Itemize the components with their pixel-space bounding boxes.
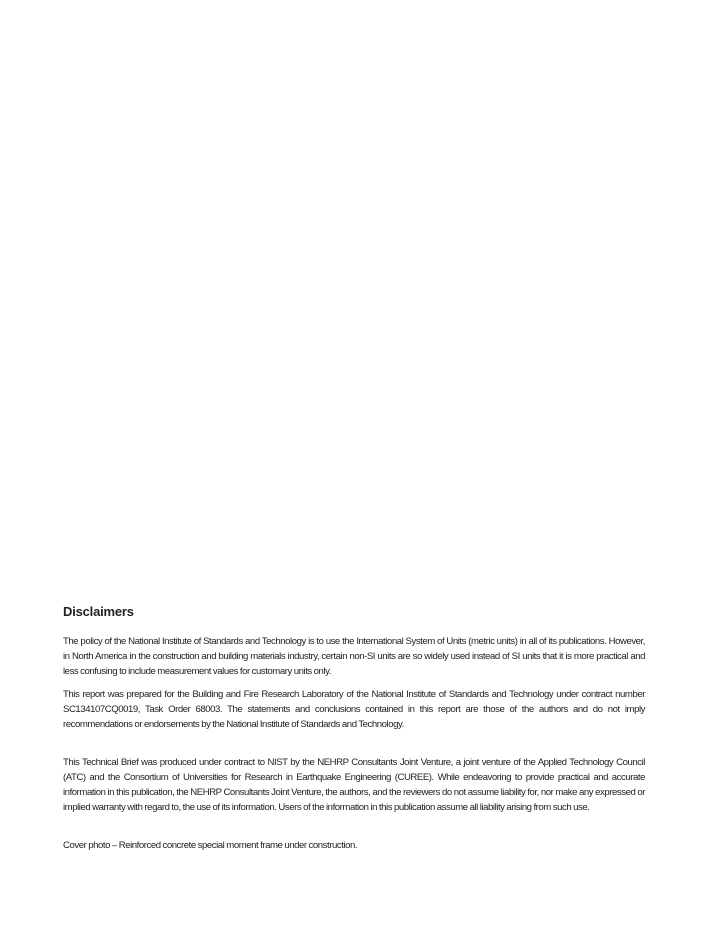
disclaimers-section xyxy=(63,604,645,853)
cover-photo-caption: Cover photo – Reinforced concrete special moment frame under construction. xyxy=(63,840,358,851)
contract-disclaimer: This report was prepared for the Building and Fire Research Laboratory of the National Institute of Standards and Technology under contract number SC134107CQ0019, Task Order 68003. The statements and conclusions contained in this report are those of the authors and do not imply recommendations or endorsements by the National Institute of Standards and Technology. xyxy=(63,689,645,730)
disclaimers-heading: Disclaimers xyxy=(63,604,134,619)
liability-disclaimer: This Technical Brief was produced under contract to NIST by the NEHRP Consultants Joint Venture, a joint venture of the Applied Technology Council (ATC) and the Consortium of Universities for Research in Earthquake Engineering (CUREE). While endeavoring to provide practical and accurate information in this publication, the NEHRP Consultants Joint Venture, the authors, and the reviewers do not assume liability for, nor make any expressed or implied warranty with regard to, the use of its information. Users of the information in this publication assume all liability arising from such use. xyxy=(63,757,645,813)
si-units-disclaimer: The policy of the National Institute of Standards and Technology is to use the International System of Units (metric units) in all of its publications. However, in North America in the construction and building materials industry, certain non-SI units are so widely used instead of SI units that it is more practical and less confusing to include measurement values for customary units only. xyxy=(63,636,645,677)
